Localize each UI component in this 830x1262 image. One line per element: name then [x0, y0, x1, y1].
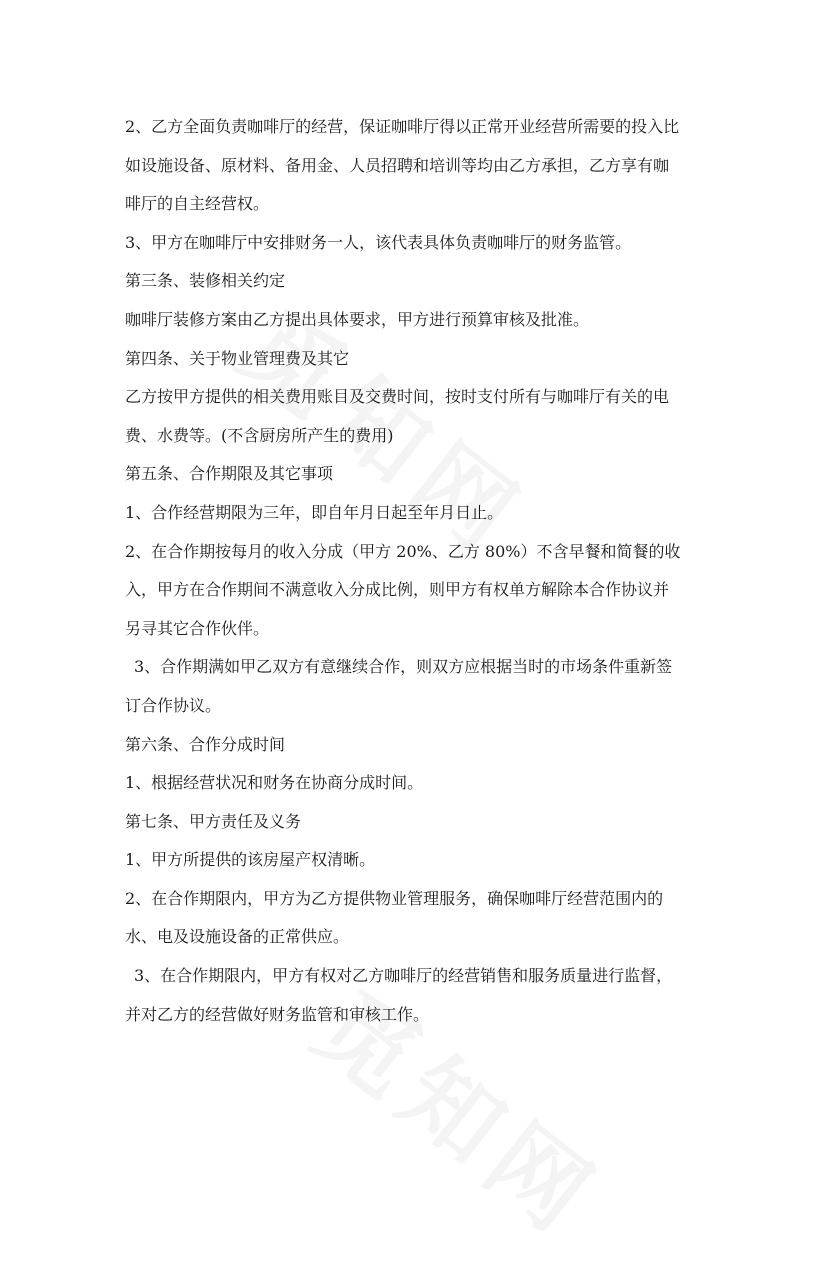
paragraph-line: 水、电及设施设备的正常供应。	[125, 927, 350, 947]
paragraph-line: 费、水费等。(不含厨房所产生的费用)	[125, 425, 394, 445]
paragraph-line: 1、合作经营期限为三年，即自年月日起至年月日止。	[125, 502, 504, 522]
section-heading: 第三条、装修相关约定	[125, 271, 286, 291]
paragraph-line: 2、乙方全面负责咖啡厅的经营，保证咖啡厅得以正常开业经营所需要的投入比	[125, 117, 680, 136]
paragraph-line: 如设施设备、原材料、备用金、人员招聘和培训等均由乙方承担，乙方享有咖	[125, 155, 670, 175]
paragraph-line: 入，甲方在合作期间不满意收入分成比例，则甲方有权单方解除本合作协议并	[125, 580, 670, 600]
paragraph-line: 啡厅的自主经营权。	[125, 194, 270, 214]
section-heading: 第六条、合作分成时间	[125, 734, 286, 754]
paragraph-line: 乙方按甲方提供的相关费用账目及交费时间，按时支付所有与咖啡厅有关的电	[125, 387, 670, 407]
paragraph-line: 并对乙方的经营做好财务监管和审核工作。	[125, 1004, 430, 1024]
paragraph-line: 3、在合作期限内，甲方有权对乙方咖啡厅的经营销售和服务质量进行监督，	[134, 966, 673, 986]
document-body	[125, 108, 705, 1034]
section-heading: 第七条、甲方责任及义务	[125, 811, 302, 831]
paragraph-line: 3、合作期满如甲乙双方有意继续合作，则双方应根据当时的市场条件重新签	[134, 657, 673, 677]
paragraph-line: 另寻其它合作伙伴。	[125, 618, 270, 638]
paragraph-line: 咖啡厅装修方案由乙方提出具体要求，甲方进行预算审核及批准。	[125, 309, 590, 329]
paragraph-line: 订合作协议。	[125, 695, 222, 715]
paragraph-line: 2、在合作期按每月的收入分成（甲方 20%、乙方 80%）不含早餐和简餐的收	[125, 541, 681, 561]
paragraph-line: 1、甲方所提供的该房屋产权清晰。	[125, 850, 376, 870]
paragraph-line: 1、根据经营状况和财务在协商分成时间。	[125, 773, 424, 793]
paragraph-line: 3、甲方在咖啡厅中安排财务一人，该代表具体负责咖啡厅的财务监管。	[125, 232, 632, 252]
section-heading: 第四条、关于物业管理费及其它	[125, 348, 350, 368]
paragraph-line: 2、在合作期限内，甲方为乙方提供物业管理服务，确保咖啡厅经营范围内的	[125, 888, 664, 908]
section-heading: 第五条、合作期限及其它事项	[125, 464, 334, 484]
